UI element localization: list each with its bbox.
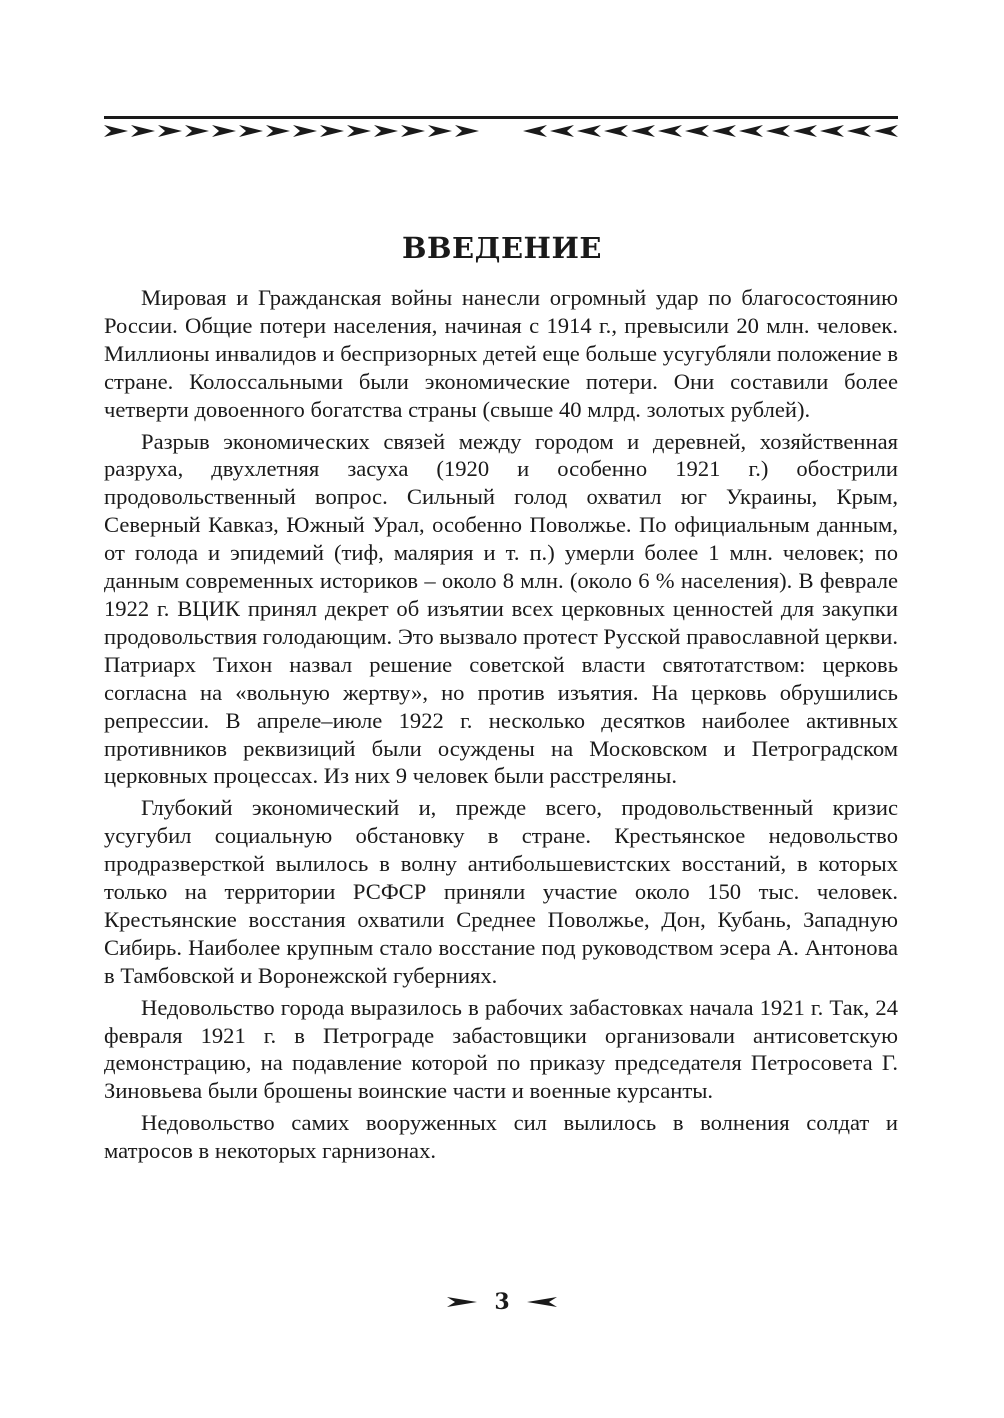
arrow-border: [104, 122, 898, 140]
chapter-title: ВВЕДЕНИЕ: [402, 231, 602, 266]
border-arrow-right: [347, 125, 371, 137]
border-arrow-left: [523, 125, 547, 137]
border-arrow-right: [185, 125, 209, 137]
border-arrow-right: [320, 125, 344, 137]
paragraph-2: Разрыв экономических связей между городом и деревней, хозяйственная разруха, двухлетняя засуха (1920 и особенно 1921 г.) обострили продовольственный вопрос. Сильный голод охватил юг Украины, Крым, Северный Кавказ, Южный Урал, особенно Поволжье. По официальным данным, от голода и эпидемий (тиф, малярия и т. п.) умерли более 1 млн. человек; по данным современных историков – около 8 млн. (около 6 % населения). В феврале 1922 г. ВЦИК принял декрет об изъятии всех церковных ценностей для закупки продовольствия голодающим. Это вызвало протест Русской православной церкви. Патриарх Тихон назвал решение советской власти святотатством: церковь согласна на «вольную жертву», но против изъятия. На церковь обрушились репрессии. В апреле–июле 1922 г. несколько десятков наиболее активных противников реквизиций были осуждены на Московском и Петроградском церковных процессах. Из них 9 человек были расстреляны.: [104, 428, 898, 789]
border-arrow-left: [658, 125, 682, 137]
paragraph-4: Недовольство города выразилось в рабочих забастовках начала 1921 г. Так, 24 февраля 1921 г. в Петрограде забастовщики организовали антисоветскую демонстрацию, на подавление которой по приказу председателя Петросовета Г. Зиновьева были брошены воинские части и военные курсанты.: [104, 994, 898, 1104]
border-arrow-right: [239, 125, 263, 137]
body-text: [104, 284, 898, 1169]
border-arrow-left: [847, 125, 871, 137]
border-arrow-left: [550, 125, 574, 137]
border-arrow-right: [158, 125, 182, 137]
border-arrow-left: [631, 125, 655, 137]
page-number: 3: [494, 1289, 510, 1315]
border-arrow-right: [212, 125, 236, 137]
border-arrow-left: [874, 125, 898, 137]
border-arrow-left: [712, 125, 736, 137]
border-arrow-right: [374, 125, 398, 137]
header-ornament: [104, 116, 898, 142]
paragraph-5: Недовольство самих вооруженных сил вылилось в волнения солдат и матросов в некоторых гарнизонах.: [104, 1110, 898, 1164]
paragraph-1: Мировая и Гражданская войны нанесли огромный удар по благосостоянию России. Общие потери населения, начиная с 1914 г., превысили 20 млн. человек. Миллионы инвалидов и беспризорных детей еще больше усугубляли положение в стране. Колоссальными были экономические потери. Они составили более четверти довоенного богатства страны (свыше 40 млрд. золотых рублей).: [104, 285, 898, 422]
left-arrow-icon: [527, 1295, 557, 1309]
border-arrow-left: [739, 125, 763, 137]
border-arrow-left: [604, 125, 628, 137]
border-arrow-right: [131, 125, 155, 137]
page-footer: [0, 1288, 1004, 1315]
paragraph-3: Глубокий экономический и, прежде всего, продовольственный кризис усугубил социальную обстановку в стране. Крестьянское недовольство продразверсткой вылилось в волну антибольшевистских восстаний, в которых только на территории РСФСР приняли участие около 150 тыс. человек. Крестьянские восстания охватили Среднее Поволжье, Дон, Кубань, Западную Сибирь. Наиболее крупным стало восстание под руководством эсера А. Антонова в Тамбовской и Воронежской губерниях.: [104, 795, 898, 988]
border-arrow-right: [266, 125, 290, 137]
border-arrow-right: [455, 125, 479, 137]
border-arrow-left: [820, 125, 844, 137]
border-arrow-right: [428, 125, 452, 137]
header-rule: [104, 116, 898, 119]
border-arrow-left: [793, 125, 817, 137]
border-arrow-left: [766, 125, 790, 137]
border-arrow-right: [401, 125, 425, 137]
border-arrow-right: [293, 125, 317, 137]
border-arrow-left: [685, 125, 709, 137]
border-arrow-right: [104, 125, 128, 137]
border-arrow-left: [577, 125, 601, 137]
right-arrow-icon: [447, 1295, 477, 1309]
